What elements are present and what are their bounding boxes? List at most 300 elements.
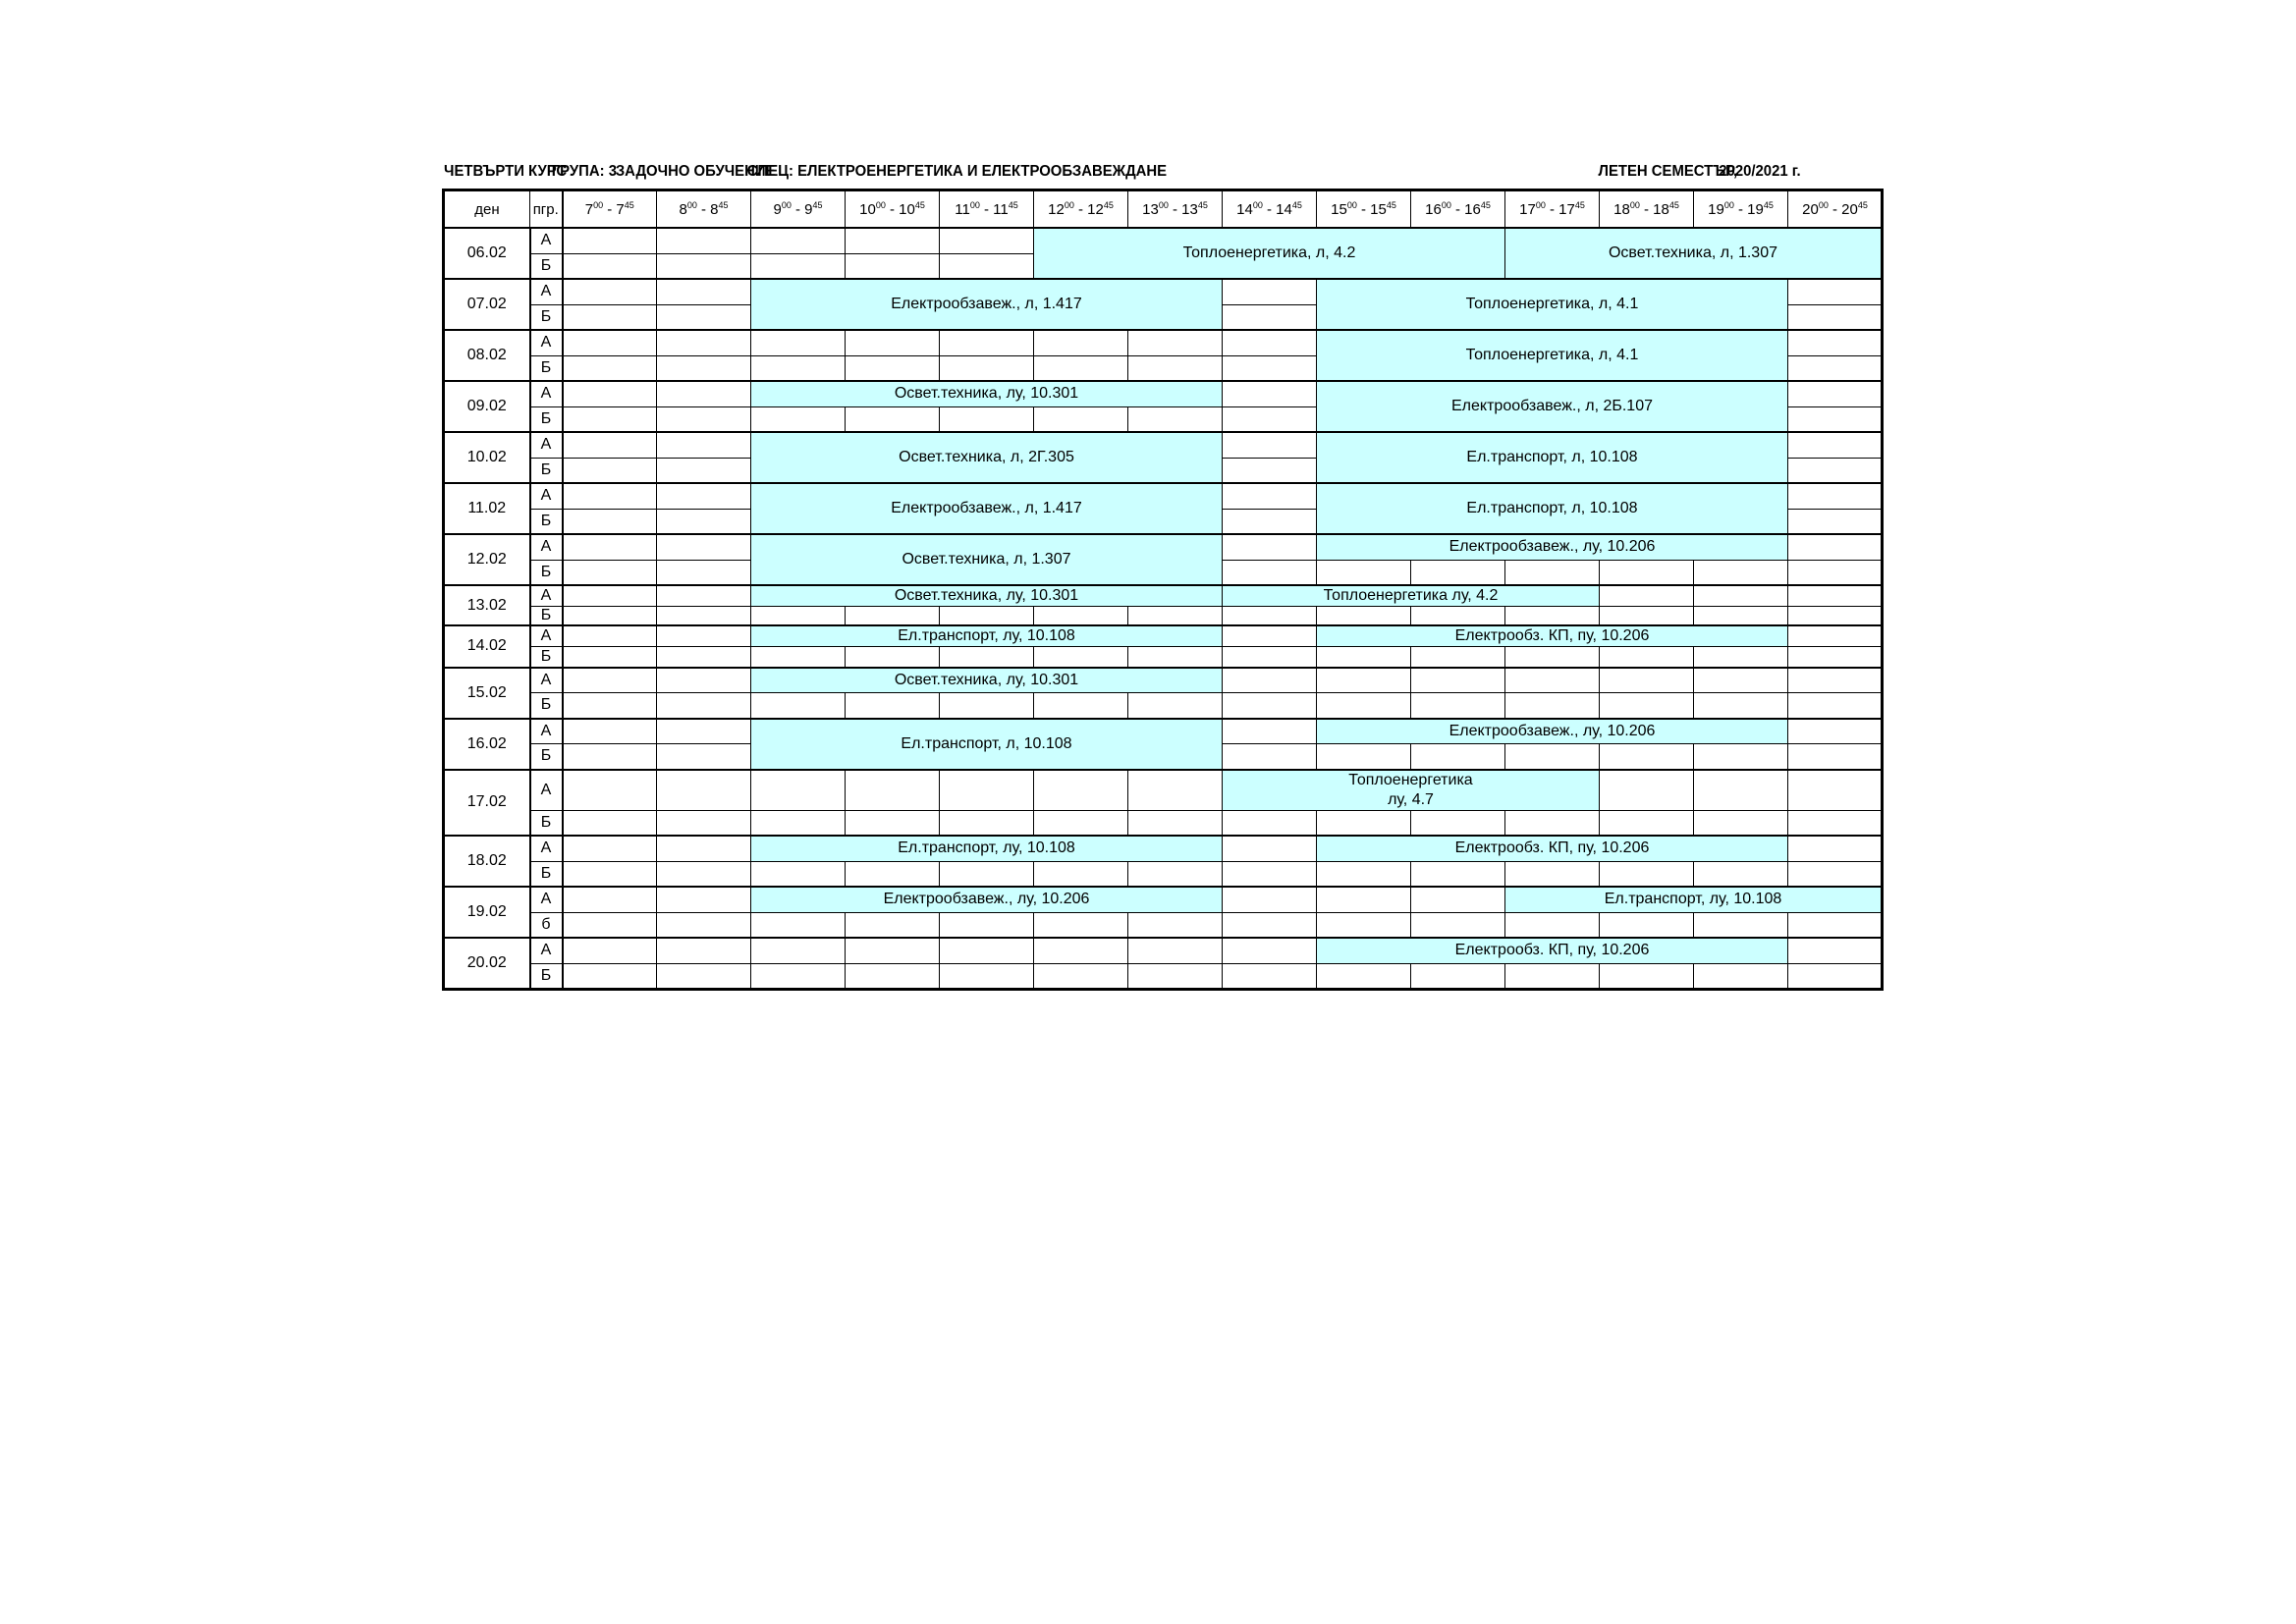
empty-slot bbox=[940, 912, 1034, 938]
empty-slot bbox=[657, 770, 751, 811]
empty-slot bbox=[1600, 810, 1694, 836]
empty-slot bbox=[1034, 693, 1128, 719]
empty-slot bbox=[1034, 355, 1128, 381]
empty-slot bbox=[1317, 668, 1411, 693]
empty-slot bbox=[563, 693, 657, 719]
subgroup-label: Б bbox=[530, 458, 563, 483]
empty-slot bbox=[1694, 668, 1788, 693]
schedule-header bbox=[444, 163, 1801, 185]
subgroup-label: А bbox=[530, 938, 563, 963]
subgroup-label: А bbox=[530, 770, 563, 811]
time-slot-header: $7^{00} - 7^{45}$ bbox=[563, 190, 657, 229]
empty-slot bbox=[846, 912, 940, 938]
empty-slot bbox=[751, 330, 846, 355]
empty-slot bbox=[940, 810, 1034, 836]
empty-slot bbox=[563, 836, 657, 861]
empty-slot bbox=[940, 355, 1034, 381]
empty-slot bbox=[1411, 693, 1505, 719]
empty-slot bbox=[1034, 406, 1128, 432]
time-header-row bbox=[444, 190, 1883, 229]
subgroup-label: Б bbox=[530, 810, 563, 836]
empty-slot bbox=[1694, 607, 1788, 626]
empty-slot bbox=[1788, 719, 1883, 744]
empty-slot bbox=[846, 693, 940, 719]
day-row-subgroup-b bbox=[444, 693, 1883, 719]
empty-slot bbox=[1788, 607, 1883, 626]
day-date: 13.02 bbox=[444, 585, 530, 625]
subgroup-column-header: пгр. bbox=[530, 190, 563, 229]
class-event: Ел.транспорт, лу, 10.108 bbox=[1505, 887, 1883, 912]
subgroup-label: Б bbox=[530, 861, 563, 887]
empty-slot bbox=[657, 719, 751, 744]
empty-slot bbox=[751, 861, 846, 887]
day-date: 17.02 bbox=[444, 770, 530, 837]
empty-slot bbox=[563, 279, 657, 304]
empty-slot bbox=[563, 810, 657, 836]
empty-slot bbox=[1600, 585, 1694, 607]
empty-slot bbox=[1600, 607, 1694, 626]
empty-slot bbox=[563, 647, 657, 668]
class-event: Топлоенергетика, л, 4.1 bbox=[1317, 330, 1788, 381]
empty-slot bbox=[1223, 744, 1317, 770]
empty-slot bbox=[1128, 912, 1223, 938]
empty-slot bbox=[846, 861, 940, 887]
empty-slot bbox=[1694, 963, 1788, 989]
empty-slot bbox=[940, 647, 1034, 668]
empty-slot bbox=[751, 693, 846, 719]
subgroup-label: А bbox=[530, 381, 563, 406]
empty-slot bbox=[657, 253, 751, 279]
empty-slot bbox=[657, 279, 751, 304]
class-event: Топлоенергетика лу, 4.7 bbox=[1223, 770, 1600, 811]
empty-slot bbox=[1788, 770, 1883, 811]
empty-slot bbox=[1600, 912, 1694, 938]
day-column-header: ден bbox=[444, 190, 530, 229]
subgroup-label: А bbox=[530, 585, 563, 607]
day-row-subgroup-b bbox=[444, 963, 1883, 989]
empty-slot bbox=[1128, 770, 1223, 811]
subgroup-label: Б bbox=[530, 304, 563, 330]
empty-slot bbox=[1128, 861, 1223, 887]
empty-slot bbox=[563, 432, 657, 458]
empty-slot bbox=[1694, 861, 1788, 887]
empty-slot bbox=[1223, 938, 1317, 963]
empty-slot bbox=[1505, 607, 1600, 626]
empty-slot bbox=[1223, 836, 1317, 861]
empty-slot bbox=[1128, 693, 1223, 719]
empty-slot bbox=[1223, 861, 1317, 887]
empty-slot bbox=[1694, 770, 1788, 811]
empty-slot bbox=[1505, 647, 1600, 668]
empty-slot bbox=[1788, 560, 1883, 585]
empty-slot bbox=[1694, 585, 1788, 607]
day-row-subgroup-a bbox=[444, 938, 1883, 963]
empty-slot bbox=[563, 963, 657, 989]
empty-slot bbox=[563, 770, 657, 811]
semester-label: ЛЕТЕН СЕМЕСТЪР, bbox=[1598, 163, 1738, 180]
empty-slot bbox=[751, 912, 846, 938]
day-date: 08.02 bbox=[444, 330, 530, 381]
empty-slot bbox=[563, 625, 657, 647]
time-slot-header: $14^{00} - 14^{45}$ bbox=[1223, 190, 1317, 229]
empty-slot bbox=[1223, 719, 1317, 744]
empty-slot bbox=[1034, 810, 1128, 836]
empty-slot bbox=[1034, 963, 1128, 989]
empty-slot bbox=[1128, 963, 1223, 989]
day-date: 16.02 bbox=[444, 719, 530, 770]
empty-slot bbox=[1694, 693, 1788, 719]
time-slot-header: $11^{00} - 11^{45}$ bbox=[940, 190, 1034, 229]
empty-slot bbox=[1034, 330, 1128, 355]
day-row-subgroup-a bbox=[444, 534, 1883, 560]
class-event: Топлоенергетика, л, 4.1 bbox=[1317, 279, 1788, 330]
empty-slot bbox=[563, 509, 657, 534]
empty-slot bbox=[563, 534, 657, 560]
empty-slot bbox=[563, 585, 657, 607]
subgroup-label: А bbox=[530, 228, 563, 253]
empty-slot bbox=[1223, 963, 1317, 989]
empty-slot bbox=[1223, 668, 1317, 693]
specialty-label: СПЕЦ: ЕЛЕКТРОЕНЕРГЕТИКА И ЕЛЕКТРООБЗАВЕЖДАНЕ bbox=[746, 163, 1168, 180]
empty-slot bbox=[1317, 607, 1411, 626]
day-row-subgroup-a bbox=[444, 381, 1883, 406]
class-event: Електрообзавеж., лу, 10.206 bbox=[751, 887, 1223, 912]
empty-slot bbox=[1317, 693, 1411, 719]
class-event: Ел.транспорт, л, 10.108 bbox=[751, 719, 1223, 770]
empty-slot bbox=[1411, 668, 1505, 693]
empty-slot bbox=[563, 228, 657, 253]
empty-slot bbox=[1411, 744, 1505, 770]
empty-slot bbox=[940, 861, 1034, 887]
empty-slot bbox=[1223, 432, 1317, 458]
subgroup-label: б bbox=[530, 912, 563, 938]
empty-slot bbox=[657, 693, 751, 719]
empty-slot bbox=[1600, 668, 1694, 693]
empty-slot bbox=[1505, 810, 1600, 836]
empty-slot bbox=[657, 912, 751, 938]
day-date: 20.02 bbox=[444, 938, 530, 989]
subgroup-label: Б bbox=[530, 406, 563, 432]
class-event: Топлоенергетика, л, 4.2 bbox=[1034, 228, 1505, 279]
empty-slot bbox=[1505, 693, 1600, 719]
empty-slot bbox=[1788, 279, 1883, 304]
day-row-subgroup-a bbox=[444, 432, 1883, 458]
time-slot-header: $8^{00} - 8^{45}$ bbox=[657, 190, 751, 229]
subgroup-label: Б bbox=[530, 509, 563, 534]
empty-slot bbox=[1788, 668, 1883, 693]
subgroup-label: А bbox=[530, 330, 563, 355]
empty-slot bbox=[1600, 647, 1694, 668]
time-slot-header: $19^{00} - 19^{45}$ bbox=[1694, 190, 1788, 229]
empty-slot bbox=[940, 330, 1034, 355]
day-date: 10.02 bbox=[444, 432, 530, 483]
empty-slot bbox=[751, 607, 846, 626]
empty-slot bbox=[751, 647, 846, 668]
empty-slot bbox=[1411, 861, 1505, 887]
empty-slot bbox=[1223, 534, 1317, 560]
empty-slot bbox=[657, 625, 751, 647]
empty-slot bbox=[563, 458, 657, 483]
day-date: 19.02 bbox=[444, 887, 530, 938]
empty-slot bbox=[657, 355, 751, 381]
empty-slot bbox=[1411, 912, 1505, 938]
empty-slot bbox=[1128, 647, 1223, 668]
subgroup-label: А bbox=[530, 534, 563, 560]
course-label: ЧЕТВЪРТИ КУРС bbox=[444, 163, 568, 180]
empty-slot bbox=[751, 938, 846, 963]
time-slot-header: $16^{00} - 16^{45}$ bbox=[1411, 190, 1505, 229]
empty-slot bbox=[1034, 912, 1128, 938]
empty-slot bbox=[1788, 693, 1883, 719]
day-row-subgroup-a bbox=[444, 668, 1883, 693]
empty-slot bbox=[1788, 861, 1883, 887]
empty-slot bbox=[1223, 693, 1317, 719]
empty-slot bbox=[563, 744, 657, 770]
class-event: Топлоенергетика лу, 4.2 bbox=[1223, 585, 1600, 607]
empty-slot bbox=[1223, 810, 1317, 836]
subgroup-label: А bbox=[530, 432, 563, 458]
day-row-subgroup-a bbox=[444, 228, 1883, 253]
class-event: Електрообзавеж., л, 2Б.107 bbox=[1317, 381, 1788, 432]
empty-slot bbox=[1317, 810, 1411, 836]
empty-slot bbox=[1223, 509, 1317, 534]
empty-slot bbox=[1694, 647, 1788, 668]
empty-slot bbox=[1411, 647, 1505, 668]
empty-slot bbox=[1788, 355, 1883, 381]
empty-slot bbox=[1317, 861, 1411, 887]
class-event: Електрообзавеж., л, 1.417 bbox=[751, 279, 1223, 330]
time-slot-header: $9^{00} - 9^{45}$ bbox=[751, 190, 846, 229]
empty-slot bbox=[563, 253, 657, 279]
class-event: Освет.техника, лу, 10.301 bbox=[751, 668, 1223, 693]
class-event: Ел.транспорт, лу, 10.108 bbox=[751, 836, 1223, 861]
class-event: Електрообзавеж., л, 1.417 bbox=[751, 483, 1223, 534]
empty-slot bbox=[846, 810, 940, 836]
empty-slot bbox=[1600, 770, 1694, 811]
empty-slot bbox=[657, 406, 751, 432]
empty-slot bbox=[1788, 406, 1883, 432]
empty-slot bbox=[563, 406, 657, 432]
empty-slot bbox=[751, 963, 846, 989]
empty-slot bbox=[940, 253, 1034, 279]
subgroup-label: Б bbox=[530, 693, 563, 719]
day-row-subgroup-a bbox=[444, 836, 1883, 861]
empty-slot bbox=[1223, 406, 1317, 432]
empty-slot bbox=[1034, 770, 1128, 811]
day-date: 18.02 bbox=[444, 836, 530, 887]
day-row-subgroup-b bbox=[444, 607, 1883, 626]
day-date: 12.02 bbox=[444, 534, 530, 585]
empty-slot bbox=[1788, 810, 1883, 836]
empty-slot bbox=[1128, 406, 1223, 432]
empty-slot bbox=[1034, 647, 1128, 668]
day-row-subgroup-a bbox=[444, 483, 1883, 509]
empty-slot bbox=[846, 355, 940, 381]
empty-slot bbox=[1788, 509, 1883, 534]
empty-slot bbox=[1317, 963, 1411, 989]
class-event: Електрообз. КП, пу, 10.206 bbox=[1317, 938, 1788, 963]
empty-slot bbox=[1694, 744, 1788, 770]
empty-slot bbox=[657, 483, 751, 509]
class-event: Електрообзавеж., лу, 10.206 bbox=[1317, 719, 1788, 744]
empty-slot bbox=[657, 668, 751, 693]
empty-slot bbox=[563, 483, 657, 509]
empty-slot bbox=[657, 836, 751, 861]
class-event: Електрообз. КП, пу, 10.206 bbox=[1317, 625, 1788, 647]
day-date: 09.02 bbox=[444, 381, 530, 432]
empty-slot bbox=[940, 770, 1034, 811]
empty-slot bbox=[657, 330, 751, 355]
empty-slot bbox=[1600, 861, 1694, 887]
empty-slot bbox=[1034, 938, 1128, 963]
empty-slot bbox=[1788, 585, 1883, 607]
empty-slot bbox=[751, 355, 846, 381]
empty-slot bbox=[657, 534, 751, 560]
empty-slot bbox=[657, 509, 751, 534]
empty-slot bbox=[1600, 963, 1694, 989]
class-event: Освет.техника, л, 1.307 bbox=[1505, 228, 1883, 279]
empty-slot bbox=[657, 458, 751, 483]
subgroup-label: А bbox=[530, 887, 563, 912]
empty-slot bbox=[1505, 912, 1600, 938]
empty-slot bbox=[940, 938, 1034, 963]
empty-slot bbox=[1600, 693, 1694, 719]
empty-slot bbox=[1788, 912, 1883, 938]
empty-slot bbox=[563, 912, 657, 938]
empty-slot bbox=[1788, 304, 1883, 330]
empty-slot bbox=[846, 406, 940, 432]
empty-slot bbox=[657, 432, 751, 458]
time-slot-header: $18^{00} - 18^{45}$ bbox=[1600, 190, 1694, 229]
day-date: 06.02 bbox=[444, 228, 530, 279]
day-row-subgroup-b bbox=[444, 647, 1883, 668]
time-slot-header: $10^{00} - 10^{45}$ bbox=[846, 190, 940, 229]
empty-slot bbox=[657, 861, 751, 887]
empty-slot bbox=[563, 381, 657, 406]
day-row-subgroup-a bbox=[444, 887, 1883, 912]
empty-slot bbox=[1034, 861, 1128, 887]
empty-slot bbox=[657, 228, 751, 253]
empty-slot bbox=[1223, 355, 1317, 381]
empty-slot bbox=[1223, 887, 1317, 912]
empty-slot bbox=[563, 355, 657, 381]
empty-slot bbox=[940, 693, 1034, 719]
empty-slot bbox=[1505, 560, 1600, 585]
subgroup-label: А bbox=[530, 836, 563, 861]
time-slot-header: $15^{00} - 15^{45}$ bbox=[1317, 190, 1411, 229]
empty-slot bbox=[751, 228, 846, 253]
empty-slot bbox=[1600, 560, 1694, 585]
empty-slot bbox=[563, 887, 657, 912]
empty-slot bbox=[1223, 607, 1317, 626]
empty-slot bbox=[1223, 912, 1317, 938]
class-event: Освет.техника, л, 1.307 bbox=[751, 534, 1223, 585]
empty-slot bbox=[1788, 381, 1883, 406]
empty-slot bbox=[1317, 744, 1411, 770]
empty-slot bbox=[563, 607, 657, 626]
empty-slot bbox=[1223, 647, 1317, 668]
empty-slot bbox=[1505, 668, 1600, 693]
empty-slot bbox=[1223, 381, 1317, 406]
class-event: Ел.транспорт, л, 10.108 bbox=[1317, 483, 1788, 534]
empty-slot bbox=[1128, 330, 1223, 355]
empty-slot bbox=[1788, 432, 1883, 458]
empty-slot bbox=[563, 330, 657, 355]
empty-slot bbox=[846, 228, 940, 253]
empty-slot bbox=[563, 938, 657, 963]
empty-slot bbox=[1128, 355, 1223, 381]
empty-slot bbox=[940, 228, 1034, 253]
day-row-subgroup-b bbox=[444, 861, 1883, 887]
group-label: ГРУПА: 3 bbox=[551, 163, 617, 180]
empty-slot bbox=[1317, 887, 1411, 912]
empty-slot bbox=[657, 887, 751, 912]
year-label: 2020/2021 г. bbox=[1719, 163, 1801, 180]
class-event: Електрообз. КП, пу, 10.206 bbox=[1317, 836, 1788, 861]
empty-slot bbox=[1505, 861, 1600, 887]
empty-slot bbox=[1788, 647, 1883, 668]
subgroup-label: А bbox=[530, 483, 563, 509]
empty-slot bbox=[1788, 534, 1883, 560]
day-date: 11.02 bbox=[444, 483, 530, 534]
empty-slot bbox=[1600, 744, 1694, 770]
empty-slot bbox=[1788, 963, 1883, 989]
empty-slot bbox=[1128, 810, 1223, 836]
empty-slot bbox=[1223, 560, 1317, 585]
class-event: Освет.техника, лу, 10.301 bbox=[751, 585, 1223, 607]
empty-slot bbox=[940, 963, 1034, 989]
empty-slot bbox=[751, 253, 846, 279]
empty-slot bbox=[563, 560, 657, 585]
day-row-subgroup-a bbox=[444, 625, 1883, 647]
empty-slot bbox=[1223, 625, 1317, 647]
empty-slot bbox=[1411, 810, 1505, 836]
empty-slot bbox=[657, 560, 751, 585]
empty-slot bbox=[846, 647, 940, 668]
empty-slot bbox=[1317, 912, 1411, 938]
empty-slot bbox=[846, 253, 940, 279]
subgroup-label: Б bbox=[530, 560, 563, 585]
class-event: Ел.транспорт, лу, 10.108 bbox=[751, 625, 1223, 647]
empty-slot bbox=[1411, 963, 1505, 989]
empty-slot bbox=[1128, 607, 1223, 626]
subgroup-label: Б bbox=[530, 355, 563, 381]
empty-slot bbox=[1788, 458, 1883, 483]
day-row-subgroup-a bbox=[444, 279, 1883, 304]
day-row-subgroup-a bbox=[444, 585, 1883, 607]
day-row-subgroup-b bbox=[444, 810, 1883, 836]
empty-slot bbox=[657, 938, 751, 963]
empty-slot bbox=[563, 304, 657, 330]
subgroup-label: А bbox=[530, 625, 563, 647]
empty-slot bbox=[1694, 810, 1788, 836]
empty-slot bbox=[751, 770, 846, 811]
empty-slot bbox=[657, 607, 751, 626]
empty-slot bbox=[1788, 744, 1883, 770]
empty-slot bbox=[1788, 483, 1883, 509]
empty-slot bbox=[657, 647, 751, 668]
empty-slot bbox=[846, 607, 940, 626]
day-row-subgroup-a bbox=[444, 770, 1883, 811]
empty-slot bbox=[657, 304, 751, 330]
empty-slot bbox=[1788, 836, 1883, 861]
time-slot-header: $17^{00} - 17^{45}$ bbox=[1505, 190, 1600, 229]
empty-slot bbox=[1128, 938, 1223, 963]
empty-slot bbox=[1034, 607, 1128, 626]
empty-slot bbox=[1788, 625, 1883, 647]
subgroup-label: Б bbox=[530, 253, 563, 279]
schedule-table bbox=[442, 189, 1884, 991]
